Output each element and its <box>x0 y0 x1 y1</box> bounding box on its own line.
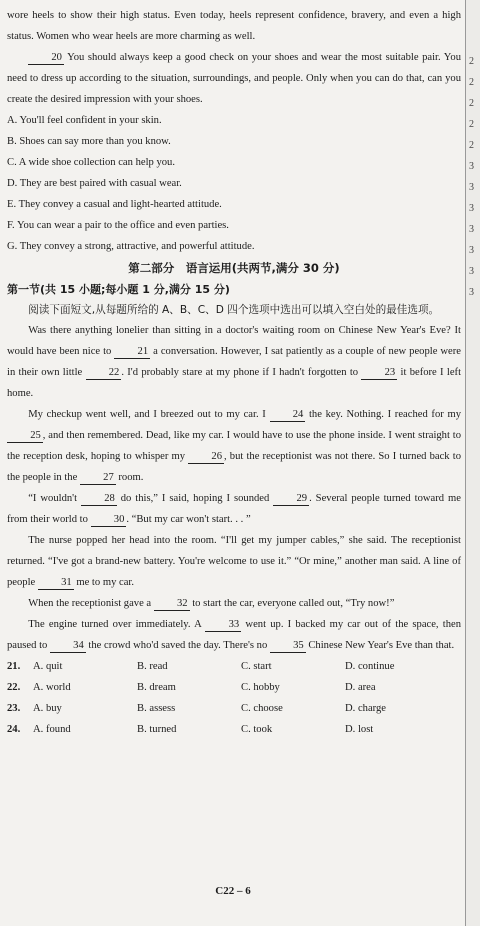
blank-24: 24 <box>270 408 306 422</box>
edge-mark: 3 <box>469 182 474 193</box>
cloze-text: The engine turned over immediately. A <box>28 619 202 630</box>
part2-title: 第二部分 语言运用(共两节,满分 30 分) <box>128 261 340 275</box>
question-row-21 <box>7 656 461 677</box>
option-f: F. You can wear a pair to the office and even parties. <box>7 220 229 231</box>
question-number: 23. <box>7 703 21 714</box>
cloze-text: Chinese New Year's Eve than that. <box>308 640 455 651</box>
instructions: 阅读下面短文,从每题所给的 A、B、C、D 四个选项中选出可以填入空白处的最佳选项。 <box>28 304 440 316</box>
passage-paragraph <box>7 5 461 47</box>
cloze-text: . I'd probably stare at my phone if I hadn't forgotten to <box>121 367 359 378</box>
page-content <box>7 5 461 740</box>
blank-31: 31 <box>38 576 74 590</box>
blank-33: 33 <box>205 618 241 632</box>
choice-d: D. lost <box>345 724 374 735</box>
cloze-paragraph-3 <box>7 488 461 530</box>
cloze-text: When the receptionist gave a <box>28 598 152 609</box>
cloze-passage <box>7 320 461 656</box>
seven-options-list <box>7 110 461 257</box>
question-number: 22. <box>7 682 21 693</box>
choice-a: A. world <box>33 682 71 693</box>
cloze-text: room. <box>118 472 144 483</box>
cloze-text: My checkup went well, and I breezed out to my car. I <box>28 409 266 420</box>
question-list <box>7 656 461 740</box>
question-row-22 <box>7 677 461 698</box>
cloze-paragraph-4 <box>7 530 461 593</box>
cloze-text: The nurse popped her head into the room. “I'll get my jumper cables,” she said. The receptionist returned. “I've got a brand-new battery. You're welcome to use it.” “Or mine,” another man said. A line of people <box>7 535 461 588</box>
choice-c: C. start <box>241 661 272 672</box>
cloze-paragraph-1 <box>7 320 461 404</box>
edge-mark: 3 <box>469 266 474 277</box>
cloze-text: . Several people turned toward me from their world to <box>7 493 461 525</box>
option-g: G. They convey a strong, attractive, and powerful attitude. <box>7 241 255 252</box>
cloze-text: , but the receptionist was not there. So I turned back to the people in the <box>7 451 461 483</box>
edge-mark: 3 <box>469 203 474 214</box>
choice-c: C. took <box>241 724 273 735</box>
choice-d: D. continue <box>345 661 395 672</box>
option-a: A. You'll feel confident in your skin. <box>7 115 162 126</box>
blank-20: 20 <box>28 51 64 65</box>
cloze-text: . “But my car won't start. . . ” <box>126 514 251 525</box>
cloze-text: a conversation. However, I sat patiently as a couple of new people were in their own little <box>7 346 461 378</box>
choice-a: A. found <box>33 724 71 735</box>
edge-mark: 3 <box>469 161 474 172</box>
passage-text: wore heels to show their high status. Even today, heels represent confidence, bravery, and even a high status. Women who wear heels are more charming as well. <box>7 10 461 42</box>
option-c: C. A wide shoe collection can help you. <box>7 157 175 168</box>
blank-22: 22 <box>86 366 122 380</box>
blank-35: 35 <box>270 639 306 653</box>
choice-c: C. choose <box>241 703 283 714</box>
cloze-text: to start the car, everyone called out, “Try now!” <box>192 598 395 609</box>
blank-30: 30 <box>91 513 127 527</box>
cloze-text: it before I left home. <box>7 367 462 399</box>
question-row-23 <box>7 698 461 719</box>
blank-32: 32 <box>154 597 190 611</box>
edge-mark: 2 <box>469 140 474 151</box>
blank-34: 34 <box>50 639 86 653</box>
cloze-text: the key. Nothing. I reached for my <box>308 409 461 420</box>
question-row-24 <box>7 719 461 740</box>
edge-mark: 3 <box>469 245 474 256</box>
cloze-text: , and then remembered. Dead, like my car. I would have to use the phone inside. I went straight to the reception desk, hoping to whisper my <box>7 430 461 462</box>
choice-d: D. area <box>345 682 376 693</box>
cloze-text: “I wouldn't <box>28 493 78 504</box>
choice-b: B. dream <box>137 682 176 693</box>
section1-title: 第一节(共 15 小题;每小题 1 分,满分 15 分) <box>7 283 230 296</box>
blank-29: 29 <box>273 492 309 506</box>
choice-b: B. turned <box>137 724 177 735</box>
cloze-paragraph-2 <box>7 404 461 488</box>
cloze-paragraph-6 <box>7 614 461 656</box>
blank-28: 28 <box>81 492 117 506</box>
choice-c: C. hobby <box>241 682 280 693</box>
cloze-text: Was there anything lonelier than sitting in a doctor's waiting room on Chinese New Year's Eve? It would have been nice to <box>7 325 461 357</box>
page-footer: C22 – 6 <box>215 885 251 897</box>
choice-a: A. quit <box>33 661 63 672</box>
cloze-paragraph-5 <box>7 593 461 614</box>
edge-mark: 2 <box>469 98 474 109</box>
blank-23: 23 <box>361 366 397 380</box>
edge-mark: 2 <box>469 119 474 130</box>
choice-b: B. assess <box>137 703 176 714</box>
edge-mark: 3 <box>469 224 474 235</box>
blank-21: 21 <box>114 345 150 359</box>
choice-b: B. read <box>137 661 168 672</box>
question-number: 21. <box>7 661 21 672</box>
edge-mark: 2 <box>469 56 474 67</box>
adjacent-page-edge <box>465 0 480 926</box>
cloze-text: went up. I backed my car out of the space, then paused to <box>7 619 462 651</box>
blank-26: 26 <box>188 450 224 464</box>
cloze-text: do this,” I said, hoping I sounded <box>120 493 270 504</box>
choice-d: D. charge <box>345 703 386 714</box>
edge-mark: 2 <box>469 77 474 88</box>
cloze-text: me to my car. <box>76 577 135 588</box>
question-number: 24. <box>7 724 21 735</box>
blank-27: 27 <box>80 471 116 485</box>
cloze-text: the crowd who'd saved the day. There's no <box>88 640 268 651</box>
passage-paragraph-20 <box>7 47 461 110</box>
option-b: B. Shoes can say more than you know. <box>7 136 171 147</box>
option-e: E. They convey a casual and light-hearted attitude. <box>7 199 222 210</box>
choice-a: A. buy <box>33 703 62 714</box>
passage-text: You should always keep a good check on your shoes and wear the most suitable pair. You need to dress up according to the situation, surroundings, and people. Only when you can do that, can you create the desired impression with your shoes. <box>7 52 461 105</box>
edge-mark: 3 <box>469 287 474 298</box>
option-d: D. They are best paired with casual wear. <box>7 178 182 189</box>
blank-25: 25 <box>7 429 43 443</box>
